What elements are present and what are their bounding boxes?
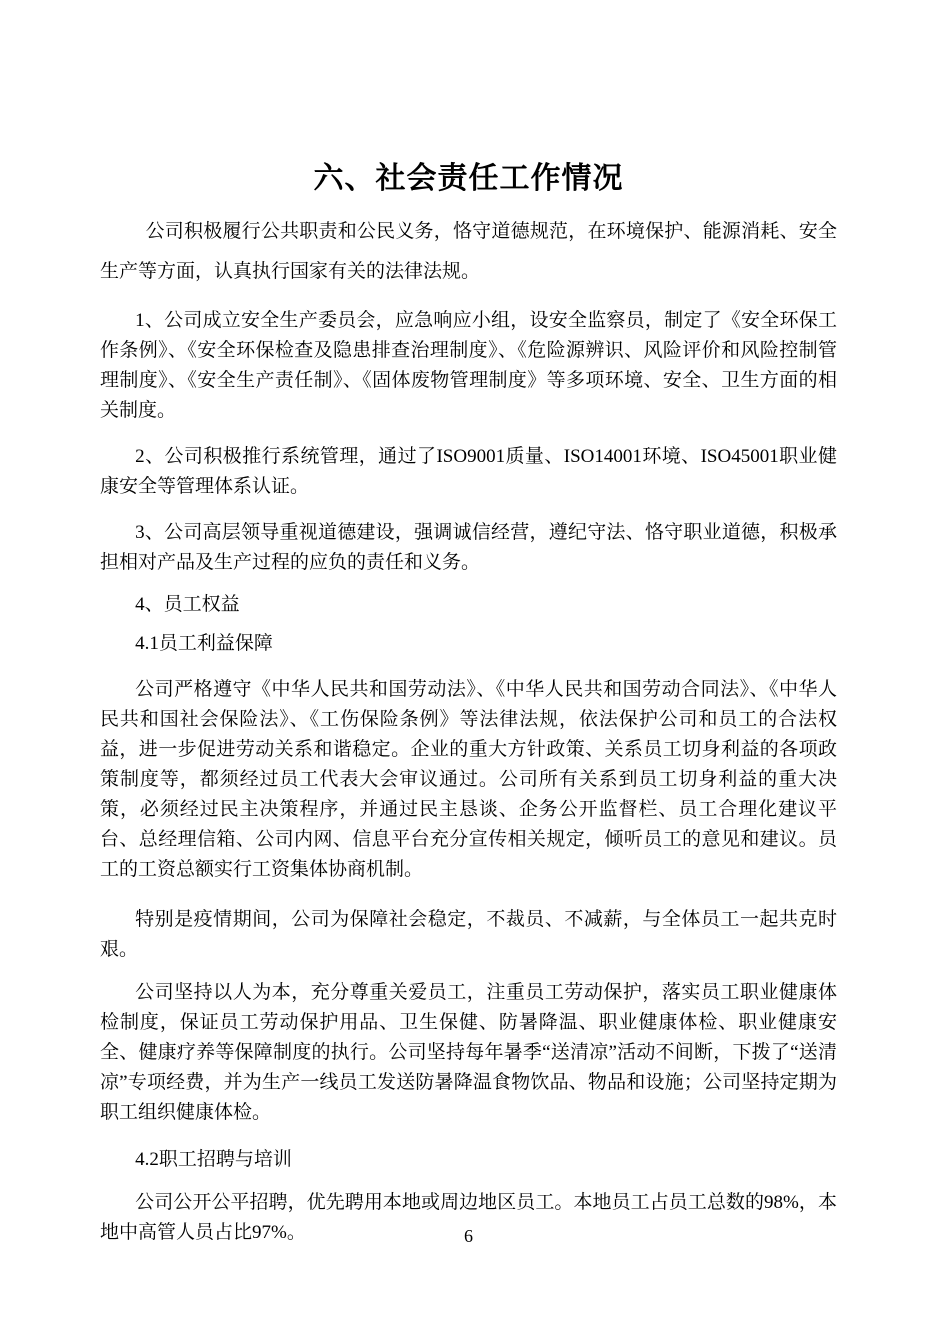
page-number: 6 xyxy=(464,1226,473,1246)
paragraph-pandemic-no-layoffs: 特别是疫情期间，公司为保障社会稳定，不裁员、不减薪，与全体员工一起共克时艰。 xyxy=(100,909,837,960)
paragraph-safety-committee: 1、公司成立安全生产委员会，应急响应小组，设安全监察员，制定了《安全环保工作条例》、《安全环保检查及隐患排查治理制度》、《危险源辨识、风险评价和风险控制管理制度》、《安全生产责任制》、《固体废物管理制度》等多项环境、安全、卫生方面的相关制度。 xyxy=(100,310,837,421)
heading-employee-rights: 4、员工权益 xyxy=(135,594,240,615)
paragraph-ethics: 3、公司高层领导重视道德建设，强调诚信经营，遵纪守法、恪守职业道德，积极承担相对产品及生产过程的应负的责任和义务。 xyxy=(100,522,837,573)
paragraph-employee-care: 公司坚持以人为本，充分尊重关爱员工，注重员工劳动保护，落实员工职业健康体检制度，保证员工劳动保护用品、卫生保健、防暑降温、职业健康体检、职业健康安全、健康疗养等保障制度的执行。公司坚持每年暑季“送清凉”活动不间断，下拨了“送清凉”专项经费，并为生产一线员工发送防暑降温食物饮品、物品和设施；公司坚持定期为职工组织健康体检。 xyxy=(100,982,837,1123)
page-content xyxy=(100,0,837,1248)
document-title: 六、社会责任工作情况 xyxy=(313,161,624,196)
heading-recruitment-training: 4.2职工招聘与培训 xyxy=(135,1149,292,1170)
paragraph-iso-certification: 2、公司积极推行系统管理，通过了ISO9001质量、ISO14001环境、ISO45001职业健康安全等管理体系认证。 xyxy=(100,446,837,497)
heading-employee-benefit-protection: 4.1员工利益保障 xyxy=(135,633,273,654)
paragraph-public-duty: 公司积极履行公共职责和公民义务，恪守道德规范，在环境保护、能源消耗、安全生产等方面，认真执行国家有关的法律法规。 xyxy=(100,221,837,282)
paragraph-fair-recruitment: 公司公开公平招聘，优先聘用本地或周边地区员工。本地员工占员工总数的98%，本地中高管人员占比97%。 xyxy=(100,1192,837,1243)
paragraph-labor-law-compliance: 公司严格遵守《中华人民共和国劳动法》、《中华人民共和国劳动合同法》、《中华人民共和国社会保险法》、《工伤保险条例》等法律法规，依法保护公司和员工的合法权益，进一步促进劳动关系和谐稳定。企业的重大方针政策、关系员工切身利益的各项政策制度等，都须经过员工代表大会审议通过。公司所有关系到员工切身利益的重大决策，必须经过民主决策程序，并通过民主恳谈、企务公开监督栏、员工合理化建议平台、总经理信箱、公司内网、信息平台充分宣传相关规定，倾听员工的意见和建议。员工的工资总额实行工资集体协商机制。 xyxy=(100,679,837,880)
